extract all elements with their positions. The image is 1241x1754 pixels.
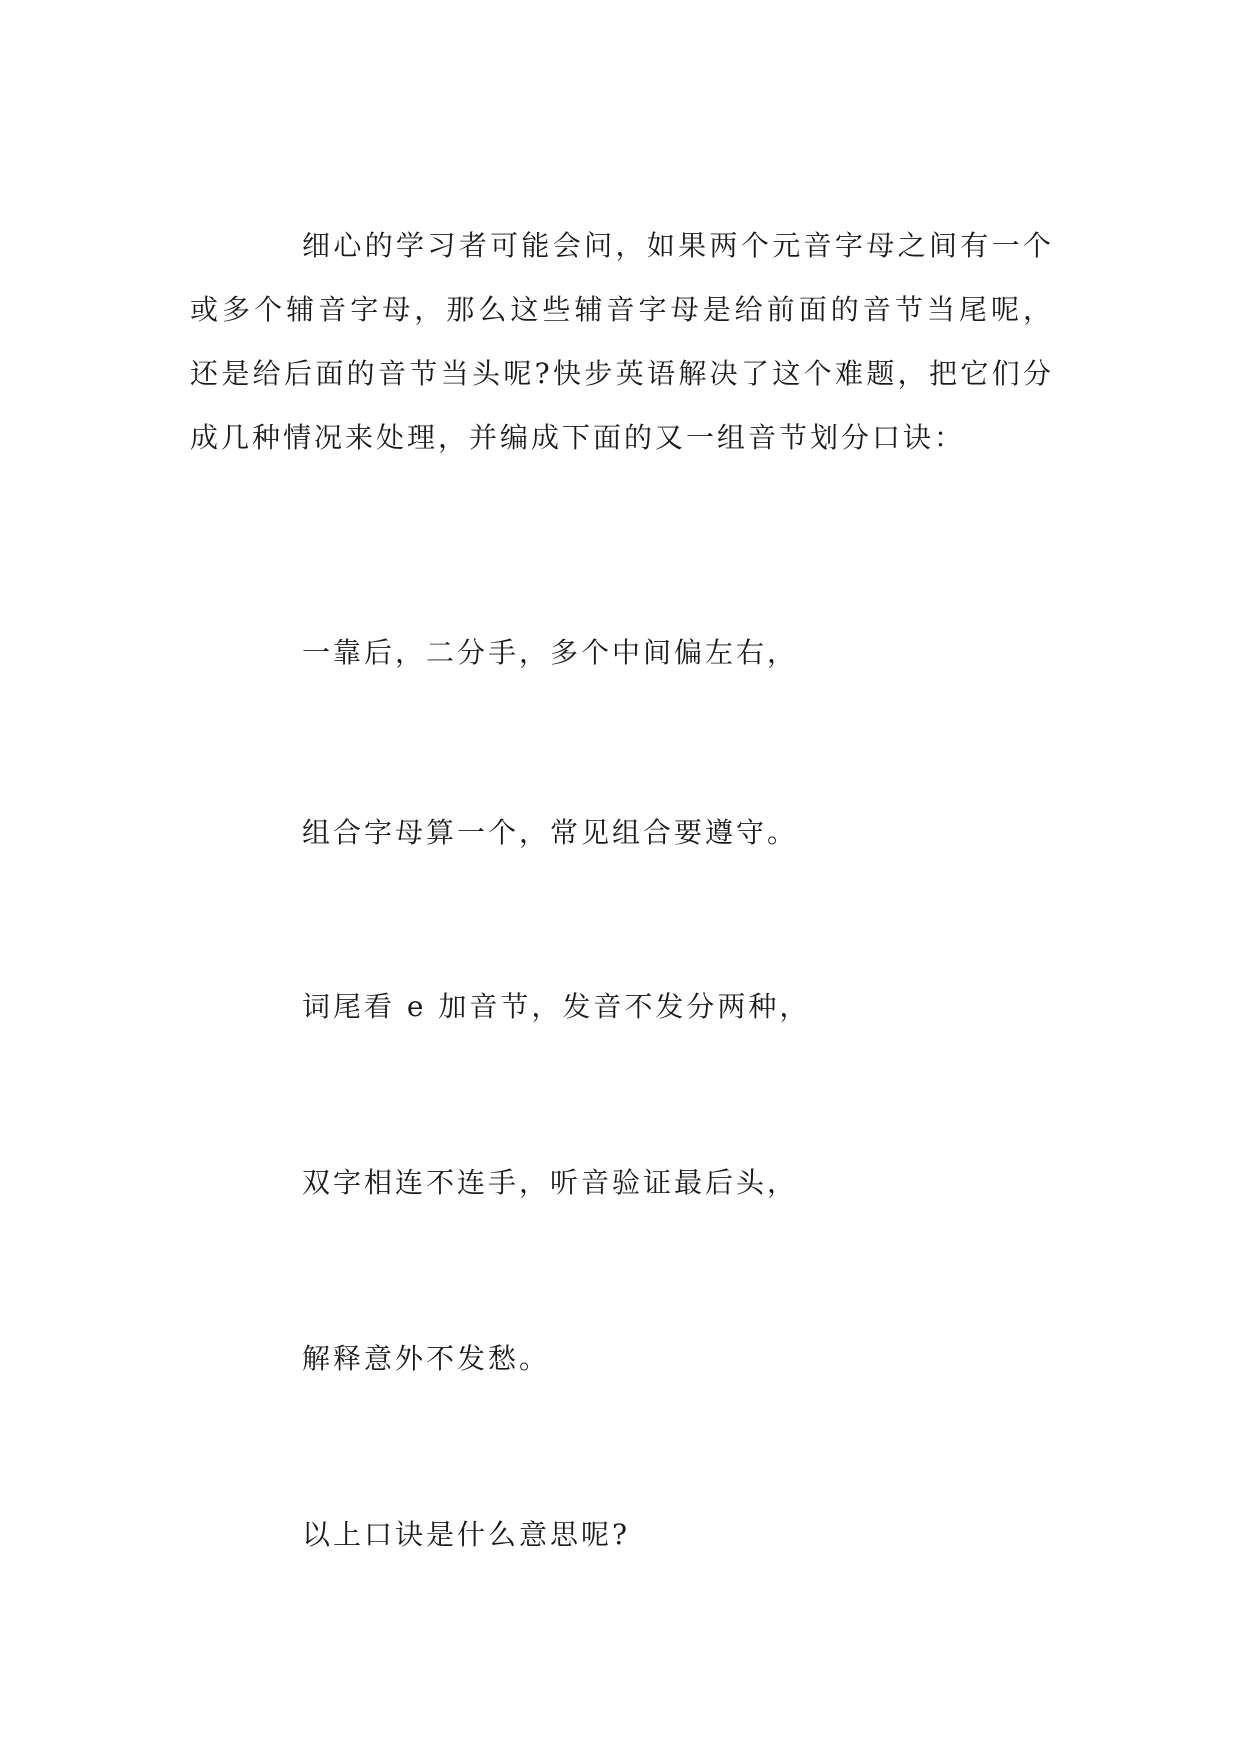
mnemonic-line-2: 组合字母算一个，常见组合要遵守。 [302, 816, 799, 849]
question-line: 以上口诀是什么意思呢? [302, 1518, 631, 1551]
mnemonic-line-5: 解释意外不发愁。 [302, 1342, 551, 1375]
mnemonic-line-1: 一靠后，二分手，多个中间偏左右， [302, 636, 799, 669]
intro-paragraph: 细心的学习者可能会问，如果两个元音字母之间有一个或多个辅音字母，那么这些辅音字母是给前面的音节当尾呢，还是给后面的音节当头呢?快步英语解决了这个难题，把它们分成几种情况来处理，并编成下面的又一组音节划分口诀： [190, 229, 1054, 454]
mnemonic-line-4: 双字相连不连手，听音验证最后头， [302, 1166, 799, 1199]
mnemonic-line-3: 词尾看 e 加音节，发音不发分两种， [302, 990, 811, 1023]
